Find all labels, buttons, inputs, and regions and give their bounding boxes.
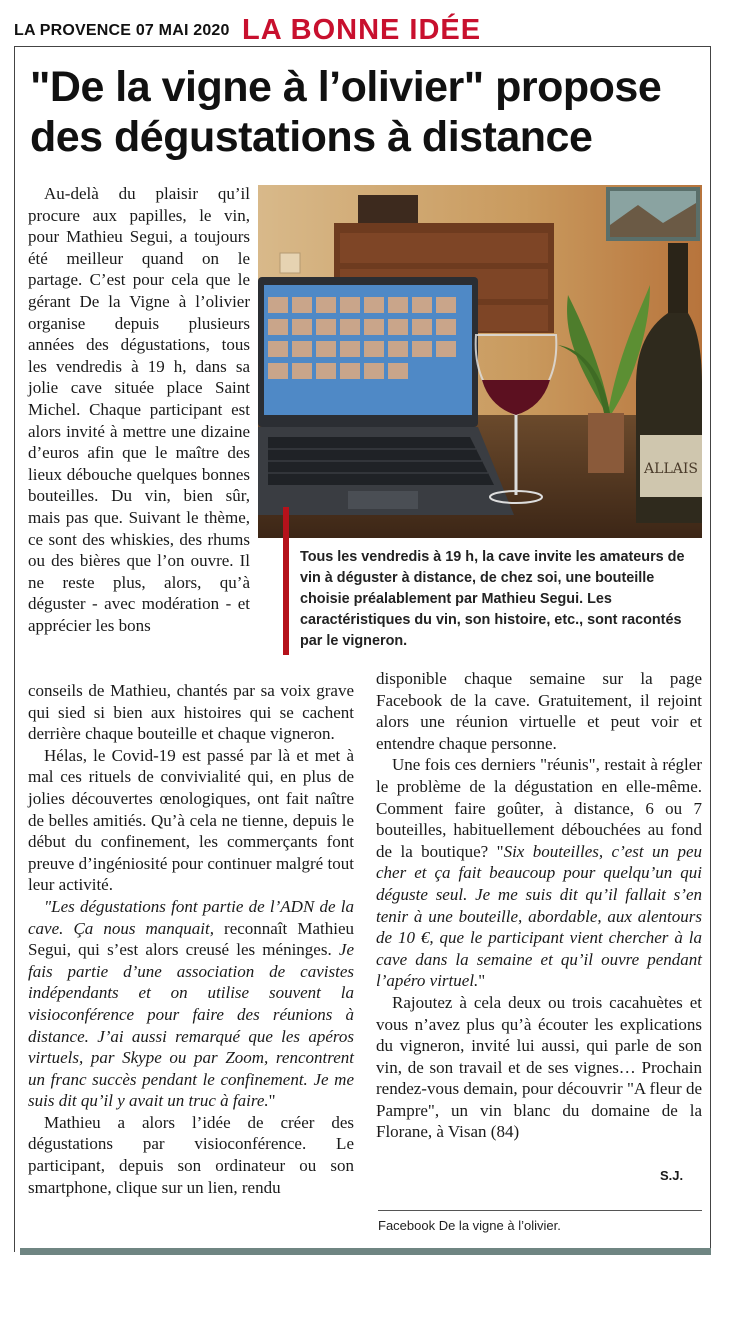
paragraph-quote-dna bbox=[28, 896, 354, 1112]
paragraph-visio: Mathieu a alors l’idée de créer des dégustations par visioconférence. Le participant, depuis son ordinateur ou son smartphone, clique sur un lien, rendu bbox=[28, 1112, 354, 1197]
paragraph-next-event: Rajoutez à cela deux ou trois cacahuètes et vous n’avez plus qu’à écouter les explications du vigneron, invité lui aussi, qui parle de son vin, de son travail et de ses vignes… Prochain rendez-vous demain, pour découvrir "A fleur de Pampre", un vin blanc du domaine de la Florane, à Visan (84) bbox=[376, 992, 702, 1142]
quote-dna: "Les dégustations font partie de l’ADN de la cave. Ça nous manquait, bbox=[28, 896, 354, 938]
newspaper-source-date: LA PROVENCE 07 MAI 2020 bbox=[14, 22, 230, 39]
section-rubric: LA BONNE IDÉE bbox=[242, 14, 482, 46]
quote-association: Je fais partie d’une association de cavistes indépendants et on utilise souvent la visioconférence pour faire des réunions à distance. J’ai aussi remarqué que les apéros virtuels, par Skype ou par Zoom, rencontrent un franc succès pendant le confinement. Je me suis dit qu’il y avait un truc à faire. bbox=[28, 940, 354, 1111]
footnote-divider bbox=[378, 1210, 702, 1211]
caption-accent-bar bbox=[283, 507, 289, 655]
laptop-icon bbox=[258, 277, 514, 515]
quote-close-2: " bbox=[478, 971, 486, 991]
paragraph-visio-continued: disponible chaque semaine sur la page Facebook de la cave. Gratuitement, il rejoint alors une réunion virtuelle et peut voir et entendre chaque personne. bbox=[376, 669, 702, 753]
paragraph-covid: Hélas, le Covid-19 est passé par là et met à mal ces rituels de convivialité qui, en plus de jolies découvertes œnologiques, ont fait naître de belles amitiés. Qu’à cela ne tienne, depuis le début du confinement, les commerçants font preuve d’ingéniosité pour continuer malgré tout leur activité. bbox=[28, 745, 354, 895]
author-signature: S.J. bbox=[660, 1168, 684, 1183]
quote-attribution: reconnaît Mathieu Segui, qui s’est alors creusé les méninges. bbox=[28, 918, 354, 960]
article-headline: "De la vigne à l’olivier" propose des dégustations à distance bbox=[30, 63, 662, 161]
article-bottom-bar bbox=[20, 1248, 711, 1255]
paragraph-intro: Au-delà du plaisir qu’il procure aux papilles, le vin, pour Mathieu Segui, a toujours été meilleur quand on le partage. C’est pour cela que le gérant De la Vigne à l’olivier organise depuis plusieurs années des dégustations, tous les vendredis à 19 h, dans sa jolie cave située place Saint Michel. Chaque participant est alors invité à mettre une dizaine d’euros afin que le maître des lieux débouche quelques bonnes bouteilles. Du vin, bien sûr, mais pas que. Suivant le thème, ce sont des whiskies, des rhums ou des bières que l’on ouvre. Il ne reste plus, alors, qu’à déguster - avec modération - et apprécier les bons bbox=[28, 184, 250, 635]
photo-illustration bbox=[258, 185, 702, 538]
tasting-intro: Une fois ces derniers "réunis", restait à régler le problème de la dégustation en elle-même. Comment faire goûter, à distance, 6 ou 7 bouteilles, habituellement débouchées au fond de la boutique? " bbox=[376, 755, 702, 861]
column-left-top bbox=[28, 183, 250, 636]
quote-bottles: Six bouteilles, c’est un peu cher et ça fait beaucoup pour quelqu’un qui déguste seul. Je me suis dit qu’il fallait s’en tenir à une bouteille, abordable, aux alentours de 10 €, que le participant vient chercher à la cave dans la semaine et qu’il ouvre pendant l’apéro virtuel. bbox=[376, 841, 702, 991]
paragraph-tasting bbox=[376, 754, 702, 992]
column-left-bottom bbox=[28, 680, 354, 1198]
article-photo bbox=[258, 185, 702, 538]
footnote-facebook: Facebook De la vigne à l’olivier. bbox=[378, 1218, 561, 1233]
column-right bbox=[376, 668, 702, 1143]
bottle-label: ALLAIS bbox=[644, 461, 698, 477]
quote-close: " bbox=[268, 1091, 276, 1111]
paragraph-intro-continued: conseils de Mathieu, chantés par sa voix grave qui sied si bien aux histoires qui se cachent derrière chaque bouteille et chaque vigneron. bbox=[28, 681, 354, 744]
wall-painting bbox=[606, 187, 700, 241]
photo-caption: Tous les vendredis à 19 h, la cave invite les amateurs de vin à déguster à distance, de chez soi, une bouteille choisie préalablement par Mathieu Segui. Les caractéristiques du vin, son histoire, etc., sont racontés par le vigneron. bbox=[300, 549, 685, 649]
